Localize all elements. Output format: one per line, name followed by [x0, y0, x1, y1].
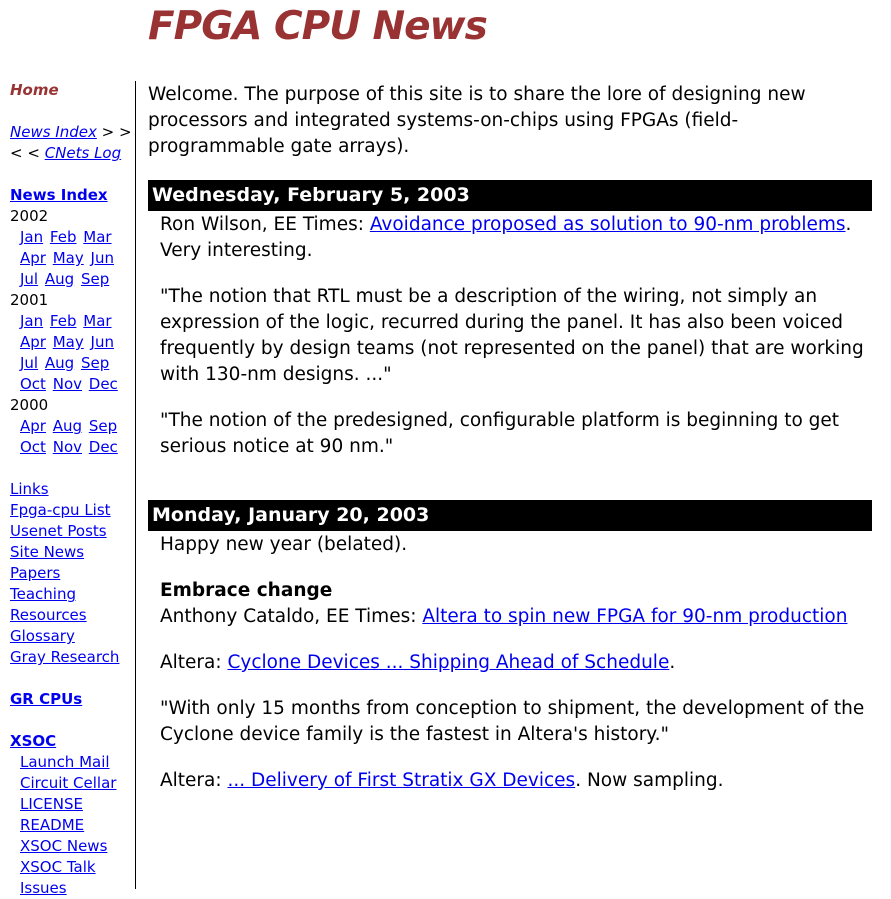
comment-text: .	[669, 652, 676, 673]
news-index-header-link[interactable]: News Index	[10, 186, 108, 204]
xsoc-link-launch-mail[interactable]: Launch Mail	[20, 753, 110, 771]
news-entry	[148, 180, 872, 500]
month-link[interactable]: Apr	[20, 333, 46, 351]
blockquote: "The notion of the predesigned, configurable platform is beginning to get serious notice at 90 nm."	[160, 410, 840, 457]
section-heading: Embrace change	[160, 580, 333, 601]
month-link[interactable]: Aug	[44, 270, 75, 288]
month-link[interactable]: Jul	[20, 354, 39, 372]
month-link[interactable]: Sep	[80, 270, 110, 288]
month-link[interactable]: Mar	[83, 228, 112, 246]
sidebar-link-site-news[interactable]: Site News	[10, 543, 85, 561]
sidebar-link-fpga-cpu-list[interactable]: Fpga-cpu List	[10, 501, 111, 519]
article-link[interactable]: Avoidance proposed as solution to 90-nm problems	[369, 214, 846, 235]
main-content	[148, 82, 872, 814]
month-link[interactable]: Jul	[20, 270, 39, 288]
sidebar-divider	[135, 81, 136, 889]
entry-paragraph	[160, 212, 872, 264]
source-text: Altera:	[160, 770, 228, 791]
month-link[interactable]: Jun	[90, 333, 114, 351]
year-2001	[10, 290, 134, 395]
month-link[interactable]: Oct	[20, 375, 46, 393]
entry-greeting: Happy new year (belated).	[160, 534, 408, 555]
month-link[interactable]: Apr	[20, 249, 46, 267]
sidebar-link-gray-research[interactable]: Gray Research	[10, 648, 120, 666]
xsoc-link-xsoc-talk[interactable]: XSOC Talk	[20, 858, 96, 876]
month-link[interactable]: Oct	[20, 438, 46, 456]
month-link[interactable]: Dec	[88, 438, 118, 456]
month-link[interactable]: May	[52, 333, 84, 351]
site-title: FPGA CPU News	[148, 4, 487, 49]
month-link[interactable]: Aug	[44, 354, 75, 372]
month-link[interactable]: Dec	[88, 375, 118, 393]
source-text: Ron Wilson, EE Times:	[160, 214, 370, 235]
comment-text: . Now sampling.	[575, 770, 724, 791]
xsoc-link-circuit-cellar[interactable]: Circuit Cellar	[20, 774, 117, 792]
news-entry	[148, 500, 872, 794]
nav-cnets-row	[10, 143, 134, 164]
blockquote: "With only 15 months from conception to shipment, the development of the Cyclone device family is the fastest in Altera's history."	[160, 698, 865, 745]
xsoc-link-issues[interactable]: Issues	[20, 879, 67, 897]
nav-arrows-right: > >	[96, 123, 132, 141]
sidebar-link-links[interactable]: Links	[10, 480, 49, 498]
month-link[interactable]: Jan	[20, 312, 44, 330]
gr-cpus-link[interactable]: GR CPUs	[10, 690, 83, 708]
article-link[interactable]: Altera to spin new FPGA for 90-nm production	[422, 606, 848, 627]
month-link[interactable]: Sep	[88, 417, 118, 435]
month-link[interactable]: Jun	[90, 249, 114, 267]
xsoc-links	[10, 752, 134, 899]
month-link[interactable]: Jan	[20, 228, 44, 246]
site-links	[10, 479, 134, 668]
entry-paragraph	[160, 578, 872, 630]
xsoc-link-readme[interactable]: README	[20, 816, 85, 834]
year-2002	[10, 206, 134, 290]
month-link[interactable]: Aug	[52, 417, 83, 435]
source-text: Altera:	[160, 652, 228, 673]
month-link[interactable]: Nov	[52, 438, 82, 456]
year-label: 2002	[10, 207, 49, 225]
sidebar-link-teaching[interactable]: Teaching	[10, 585, 76, 603]
nav-cnets-log-link[interactable]: CNets Log	[44, 144, 122, 162]
sidebar-link-papers[interactable]: Papers	[10, 564, 61, 582]
year-2000	[10, 395, 134, 458]
xsoc-link-xsoc-news[interactable]: XSOC News	[20, 837, 108, 855]
nav-arrows-left: < <	[10, 144, 45, 162]
intro-text: Welcome. The purpose of this site is to share the lore of designing new processors and integrated systems-on-chips using FPGAs (field-programmable gate arrays).	[148, 84, 806, 157]
comment-text: . Very interesting.	[160, 214, 852, 261]
article-link[interactable]: Cyclone Devices ... Shipping Ahead of Schedule	[227, 652, 670, 673]
month-link[interactable]: Apr	[20, 417, 46, 435]
month-link[interactable]: May	[52, 249, 84, 267]
month-link[interactable]: Nov	[52, 375, 82, 393]
sidebar-link-usenet-posts[interactable]: Usenet Posts	[10, 522, 107, 540]
month-link[interactable]: Feb	[49, 312, 77, 330]
entry-date: Wednesday, February 5, 2003	[148, 180, 872, 211]
year-label: 2001	[10, 291, 49, 309]
sidebar-link-glossary[interactable]: Glossary	[10, 627, 75, 645]
home-link[interactable]: Home	[10, 81, 59, 99]
entry-paragraph	[160, 650, 872, 676]
entry-paragraph	[160, 768, 872, 794]
sidebar-nav	[10, 80, 134, 899]
nav-news-index-row	[10, 122, 134, 143]
xsoc-link-license[interactable]: LICENSE	[20, 795, 83, 813]
blockquote: "The notion that RTL must be a description of the wiring, not simply an expression of the logic, recurred during the panel. It has also been voiced frequently by design teams (not represented on the panel) that are working with 130-nm designs. ..."	[160, 286, 864, 385]
month-link[interactable]: Feb	[49, 228, 77, 246]
sidebar-link-resources[interactable]: Resources	[10, 606, 87, 624]
source-text: Anthony Cataldo, EE Times:	[160, 606, 423, 627]
xsoc-link[interactable]: XSOC	[10, 732, 57, 750]
month-link[interactable]: Mar	[83, 312, 112, 330]
entry-date: Monday, January 20, 2003	[148, 500, 872, 531]
nav-news-index-link[interactable]: News Index	[10, 123, 97, 141]
month-link[interactable]: Sep	[80, 354, 110, 372]
year-label: 2000	[10, 396, 49, 414]
article-link[interactable]: ... Delivery of First Stratix GX Devices	[227, 770, 576, 791]
